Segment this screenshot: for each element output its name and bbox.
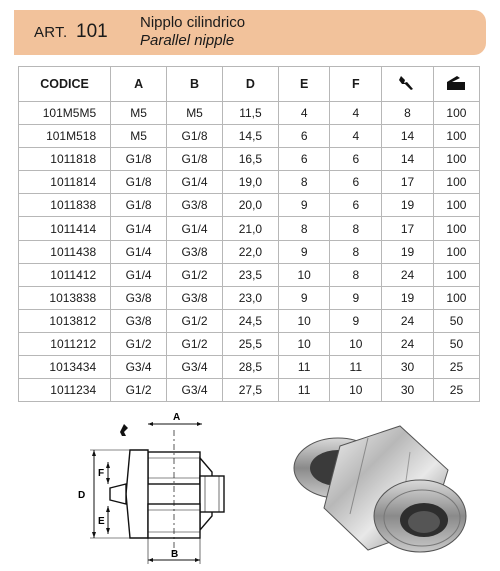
table-cell: 1013434 bbox=[19, 356, 111, 379]
table-row bbox=[19, 286, 480, 309]
table-cell: G3/8 bbox=[167, 240, 223, 263]
table-cell: 23,0 bbox=[223, 286, 279, 309]
table-cell: G3/8 bbox=[167, 286, 223, 309]
table-cell: 11 bbox=[330, 356, 382, 379]
table-cell: 11 bbox=[278, 379, 330, 402]
table-cell: 28,5 bbox=[223, 356, 279, 379]
table-cell: 6 bbox=[278, 148, 330, 171]
table-row bbox=[19, 356, 480, 379]
table-cell: 8 bbox=[278, 217, 330, 240]
table-cell: 100 bbox=[433, 217, 479, 240]
table-cell: 10 bbox=[330, 379, 382, 402]
table-cell: 100 bbox=[433, 125, 479, 148]
table-cell: 100 bbox=[433, 194, 479, 217]
table-cell: 9 bbox=[330, 286, 382, 309]
product-photo bbox=[280, 418, 480, 566]
table-cell: G3/8 bbox=[111, 286, 167, 309]
table-cell: 14 bbox=[382, 148, 434, 171]
table-cell: 8 bbox=[330, 263, 382, 286]
table-row bbox=[19, 332, 480, 355]
table-cell: 1013838 bbox=[19, 286, 111, 309]
article-label: ART. bbox=[34, 24, 68, 41]
table-cell: G1/8 bbox=[111, 194, 167, 217]
table-cell: M5 bbox=[111, 125, 167, 148]
table-cell: 11 bbox=[278, 356, 330, 379]
table-cell: 19,0 bbox=[223, 171, 279, 194]
table-cell: 50 bbox=[433, 309, 479, 332]
table-cell: 6 bbox=[330, 194, 382, 217]
table-cell: 8 bbox=[278, 171, 330, 194]
table-row bbox=[19, 125, 480, 148]
table-cell: 25 bbox=[433, 379, 479, 402]
table-cell: 101M5M5 bbox=[19, 102, 111, 125]
table-cell: 100 bbox=[433, 286, 479, 309]
table-cell: M5 bbox=[111, 102, 167, 125]
table-cell: G1/2 bbox=[167, 309, 223, 332]
table-cell: 25,5 bbox=[223, 332, 279, 355]
table-row bbox=[19, 263, 480, 286]
col-header-f: F bbox=[330, 67, 382, 102]
table-cell: 1011234 bbox=[19, 379, 111, 402]
col-header-d: D bbox=[223, 67, 279, 102]
table-cell: 1011818 bbox=[19, 148, 111, 171]
table-row bbox=[19, 171, 480, 194]
col-header-box bbox=[433, 67, 479, 102]
table-cell: 16,5 bbox=[223, 148, 279, 171]
table-cell: 101M518 bbox=[19, 125, 111, 148]
table-cell: 25 bbox=[433, 356, 479, 379]
spec-table bbox=[18, 66, 480, 402]
table-row bbox=[19, 217, 480, 240]
table-cell: 1013812 bbox=[19, 309, 111, 332]
table-cell: G3/8 bbox=[167, 194, 223, 217]
dim-label-f: F bbox=[98, 468, 105, 479]
table-cell: 100 bbox=[433, 148, 479, 171]
table-cell: 19 bbox=[382, 240, 434, 263]
table-cell: 14 bbox=[382, 125, 434, 148]
table-cell: 22,0 bbox=[223, 240, 279, 263]
table-cell: 19 bbox=[382, 286, 434, 309]
table-cell: 20,0 bbox=[223, 194, 279, 217]
table-cell: 27,5 bbox=[223, 379, 279, 402]
table-cell: 100 bbox=[433, 171, 479, 194]
table-cell: 10 bbox=[278, 263, 330, 286]
table-cell: G3/4 bbox=[111, 356, 167, 379]
table-cell: G1/8 bbox=[167, 148, 223, 171]
col-header-codice: CODICE bbox=[19, 67, 111, 102]
box-icon bbox=[446, 75, 466, 91]
table-cell: G1/4 bbox=[111, 263, 167, 286]
table-row bbox=[19, 309, 480, 332]
table-cell: 10 bbox=[278, 332, 330, 355]
table-cell: 50 bbox=[433, 332, 479, 355]
table-cell: 1011838 bbox=[19, 194, 111, 217]
article-number: 101 bbox=[76, 21, 108, 42]
table-cell: 9 bbox=[330, 309, 382, 332]
table-cell: 6 bbox=[330, 171, 382, 194]
table-cell: G3/4 bbox=[167, 379, 223, 402]
table-cell: M5 bbox=[167, 102, 223, 125]
table-cell: G1/2 bbox=[111, 379, 167, 402]
table-row bbox=[19, 240, 480, 263]
table-cell: G1/2 bbox=[167, 263, 223, 286]
wrench-symbol bbox=[120, 424, 128, 436]
table-cell: 4 bbox=[330, 102, 382, 125]
table-cell: 1011414 bbox=[19, 217, 111, 240]
dim-label-a: A bbox=[173, 412, 181, 423]
table-cell: 1011814 bbox=[19, 171, 111, 194]
table-cell: 1011212 bbox=[19, 332, 111, 355]
table-cell: 4 bbox=[278, 102, 330, 125]
table-cell: 6 bbox=[278, 125, 330, 148]
col-header-a: A bbox=[111, 67, 167, 102]
table-cell: G1/2 bbox=[167, 332, 223, 355]
table-cell: G1/8 bbox=[111, 148, 167, 171]
table-cell: 9 bbox=[278, 240, 330, 263]
table-cell: 1011412 bbox=[19, 263, 111, 286]
table-cell: G1/4 bbox=[167, 217, 223, 240]
wrench-icon bbox=[398, 74, 416, 92]
table-cell: 8 bbox=[330, 240, 382, 263]
table-cell: G1/8 bbox=[167, 125, 223, 148]
col-header-b: B bbox=[167, 67, 223, 102]
product-title-italian: Nipplo cilindrico bbox=[140, 14, 246, 31]
technical-drawing bbox=[60, 410, 250, 570]
table-cell: G1/4 bbox=[111, 217, 167, 240]
table-cell: G1/4 bbox=[167, 171, 223, 194]
table-cell: 10 bbox=[278, 309, 330, 332]
table-cell: 30 bbox=[382, 379, 434, 402]
table-cell: 14,5 bbox=[223, 125, 279, 148]
table-cell: 24 bbox=[382, 332, 434, 355]
table-cell: G3/4 bbox=[167, 356, 223, 379]
table-cell: 9 bbox=[278, 286, 330, 309]
table-cell: 100 bbox=[433, 263, 479, 286]
table-cell: G1/8 bbox=[111, 171, 167, 194]
table-header-row bbox=[19, 67, 480, 102]
table-cell: 24,5 bbox=[223, 309, 279, 332]
table-cell: 6 bbox=[330, 148, 382, 171]
table-cell: 24 bbox=[382, 263, 434, 286]
table-cell: G3/8 bbox=[111, 309, 167, 332]
table-cell: 9 bbox=[278, 194, 330, 217]
dim-label-b: B bbox=[171, 549, 179, 560]
table-cell: 8 bbox=[330, 217, 382, 240]
table-cell: 17 bbox=[382, 171, 434, 194]
table-cell: 19 bbox=[382, 194, 434, 217]
table-cell: 100 bbox=[433, 240, 479, 263]
product-title-english: Parallel nipple bbox=[140, 32, 235, 49]
table-row bbox=[19, 194, 480, 217]
table-cell: 8 bbox=[382, 102, 434, 125]
table-cell: G1/2 bbox=[111, 332, 167, 355]
table-row bbox=[19, 379, 480, 402]
table-cell: 24 bbox=[382, 309, 434, 332]
table-row bbox=[19, 148, 480, 171]
table-cell: 100 bbox=[433, 102, 479, 125]
table-cell: G1/4 bbox=[111, 240, 167, 263]
table-cell: 17 bbox=[382, 217, 434, 240]
table-cell: 4 bbox=[330, 125, 382, 148]
table-cell: 30 bbox=[382, 356, 434, 379]
table-cell: 10 bbox=[330, 332, 382, 355]
table-row bbox=[19, 102, 480, 125]
table-cell: 11,5 bbox=[223, 102, 279, 125]
col-header-e: E bbox=[278, 67, 330, 102]
table-cell: 1011438 bbox=[19, 240, 111, 263]
col-header-wrench bbox=[382, 67, 434, 102]
table-cell: 21,0 bbox=[223, 217, 279, 240]
dim-label-e: E bbox=[98, 516, 105, 527]
dim-label-d: D bbox=[78, 490, 86, 501]
table-cell: 23,5 bbox=[223, 263, 279, 286]
